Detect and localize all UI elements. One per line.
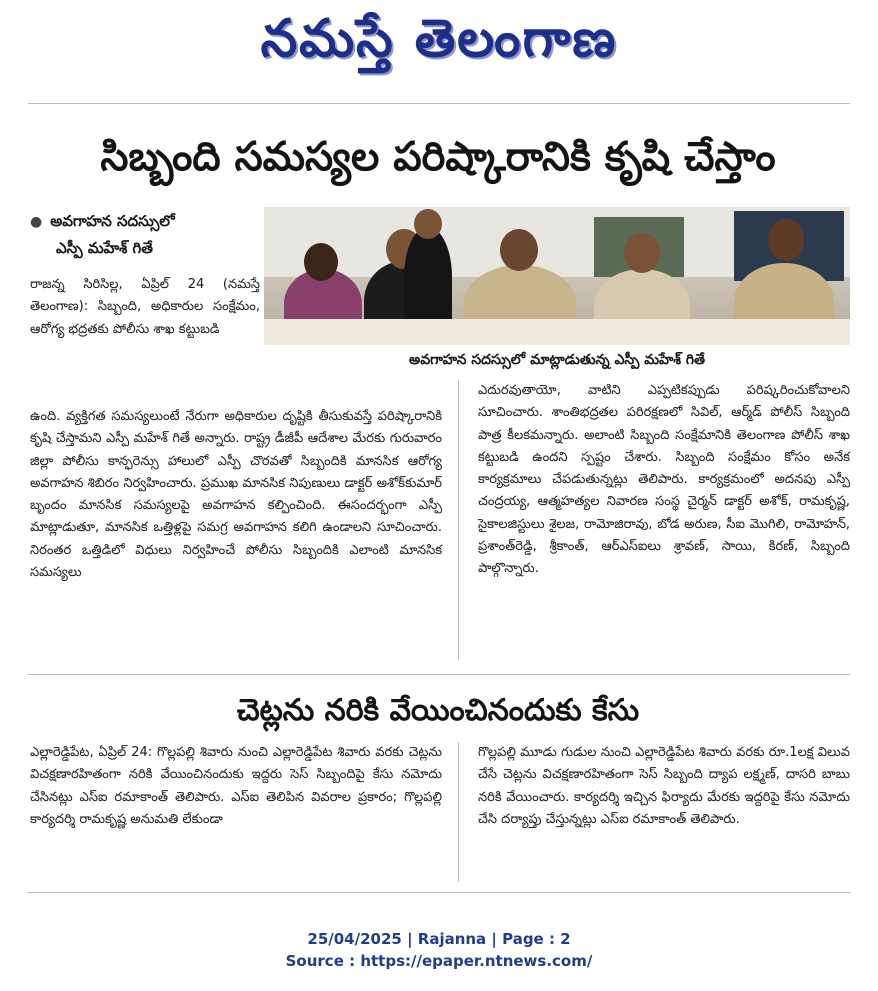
photo-head-5 (624, 233, 660, 273)
masthead (0, 0, 878, 80)
article-column-left: ఉంది. వ్యక్తిగత సమస్యలుంటే నేరుగా అధికారుల దృష్టికి తీసుకువస్తే పరిష్కారానికి కృషి చేస్తామని ఎస్పీ మహేశ్ గితే అన్నారు. రాష్ట్ర డీజీపీ ఆదేశాల మేరకు గురువారం జిల్లా పోలీసు కాన్ఫరెన్సు హాలులో ఎస్పీ చొరవతో సిబ్బందికి మానసిక ఆరోగ్య అవగాహన శిబిరం నిర్వహించారు. ప్రముఖ మానసిక నిపుణులు డాక్టర్ అశోక్‌కుమార్ బృందం మానసిక సమస్యలపై అవగాహన కల్పించింది. ఈసందర్భంగా ఎస్పీ మాట్లాడుతూ, మానసిక ఒత్తిళ్లపై సమగ్ర అవగాహన కలిగి ఉండాలని సూచించారు. నిరంతర ఒత్తిడిలో విధులు నిర్వహించే పోలీసు సిబ్బందికి ఎలాంటి మానసిక సమస్యలు (30, 409, 442, 581)
photo-head-3 (414, 209, 442, 239)
article-subheads (30, 208, 260, 261)
section-rule (28, 674, 850, 675)
article2-column-divider (458, 742, 459, 882)
subhead-line-2: ఎస్పీ మహేశ్ గితే (56, 239, 153, 257)
bullet-icon: ● (30, 214, 43, 230)
photo-table (264, 319, 850, 345)
photo-person-3 (404, 227, 452, 327)
article-headline: సిబ్బంది సమస్యల పరిష్కారానికి కృషి చేస్తాం (100, 134, 776, 180)
column-divider (458, 380, 459, 660)
bottom-rule (28, 892, 850, 893)
article2-headline: చెట్లను నరికి వేయించినందుకు కేసు (236, 693, 640, 728)
article2-column-right: గొల్లపల్లి మూడు గుడుల నుంచి ఎల్లారెడ్డిపేట శివారు వరకు రూ.1లక్ష విలువ చేసే చెట్లను విచక్షణారహితంగా సెస్ సిబ్బంది ద్యాప లక్ష్మణ్, దాసరి బాబు నరికి వేయించారు. కార్యదర్శి ఇచ్చిన ఫిర్యాదు మేరకు ఇద్దరిపై కేసు నమోదు చేసి దర్యాప్తు చేస్తున్నట్లు ఎస్ఐ రమాకాంత్ తెలిపారు. (478, 745, 850, 827)
photo-head-1 (304, 243, 338, 281)
photo-head-4 (500, 229, 538, 271)
article-photo (264, 207, 850, 345)
footer-source: Source : https://epaper.ntnews.com/ (285, 952, 593, 970)
article-intro: రాజన్న సిరిసిల్ల, ఏప్రిల్ 24 (నమస్తే తెలంగాణ): సిబ్బంది, అధికారుల సంక్షేమం, ఆరోగ్య భద్రతకు పోలీసు శాఖ కట్టుబడి (30, 277, 260, 337)
top-rule (28, 103, 850, 104)
article-column-right: ఎదురవుతాయో, వాటిని ఎప్పటికప్పుడు పరిష్కరించుకోవాలని సూచించారు. శాంతిభద్రతల పరిరక్షణలో సివిల్, ఆర్మ్‌డ్ పోలీస్ సిబ్బంది పాత్ర కీలకమన్నారు. అలాంటి సిబ్బంది సంక్షేమానికి తెలంగాణ పోలీస్ శాఖ కట్టుబడి ఉందని స్పష్టం చేశారు. సిబ్బంది సంక్షేమం కోసం అనేక కార్యక్రమాలు చేపడుతున్నట్లు తెలిపారు. కార్యక్రమంలో అదనపు ఎస్పీ చంద్రయ్య, ఆత్మహత్యల నివారణ సంస్థ చైర్మన్ డాక్టర్ అశోక్, రామకృష్ణ, సైకాలజిస్టులు శైలజ, రామోజిరావు, బోడ అరుణ, సీఐ మొగిలి, రామోహన్, ప్రశాంత్‌రెడ్డి, శ్రీకాంత్, ఆర్ఎస్ఐలు శ్రావణ్, సాయి, కిరణ్, సిబ్బంది పాల్గొన్నారు. (478, 383, 850, 577)
masthead-logo: నమస్తే తెలంగాణ (260, 9, 618, 69)
photo-head-6 (768, 219, 804, 261)
footer-edition: 25/04/2025 | Rajanna | Page : 2 (307, 930, 571, 948)
article2-column-left: ఎల్లారెడ్డిపేట, ఏప్రిల్ 24: గొల్లపల్లి శివారు నుంచి ఎల్లారెడ్డిపేట శివారు వరకు చెట్లను విచక్షణారహితంగా నరికి వేయించినందుకు ఇద్దరు సెస్ సిబ్బందిపై కేసు నమోదు చేసినట్లు ఎస్ఐ రమాకాంత్ తెలిపారు. ఎస్ఐ తెలిపిన వివరాల ప్రకారం; గొల్లపల్లి కార్యదర్శి రామకృష్ణ అనుమతి లేకుండా (30, 745, 442, 827)
photo-caption: అవగాహన సదస్సులో మాట్లాడుతున్న ఎస్పీ మహేశ్ గితే (409, 352, 705, 368)
subhead-line-1: ● అవగాహన సదస్సులో (30, 212, 175, 230)
